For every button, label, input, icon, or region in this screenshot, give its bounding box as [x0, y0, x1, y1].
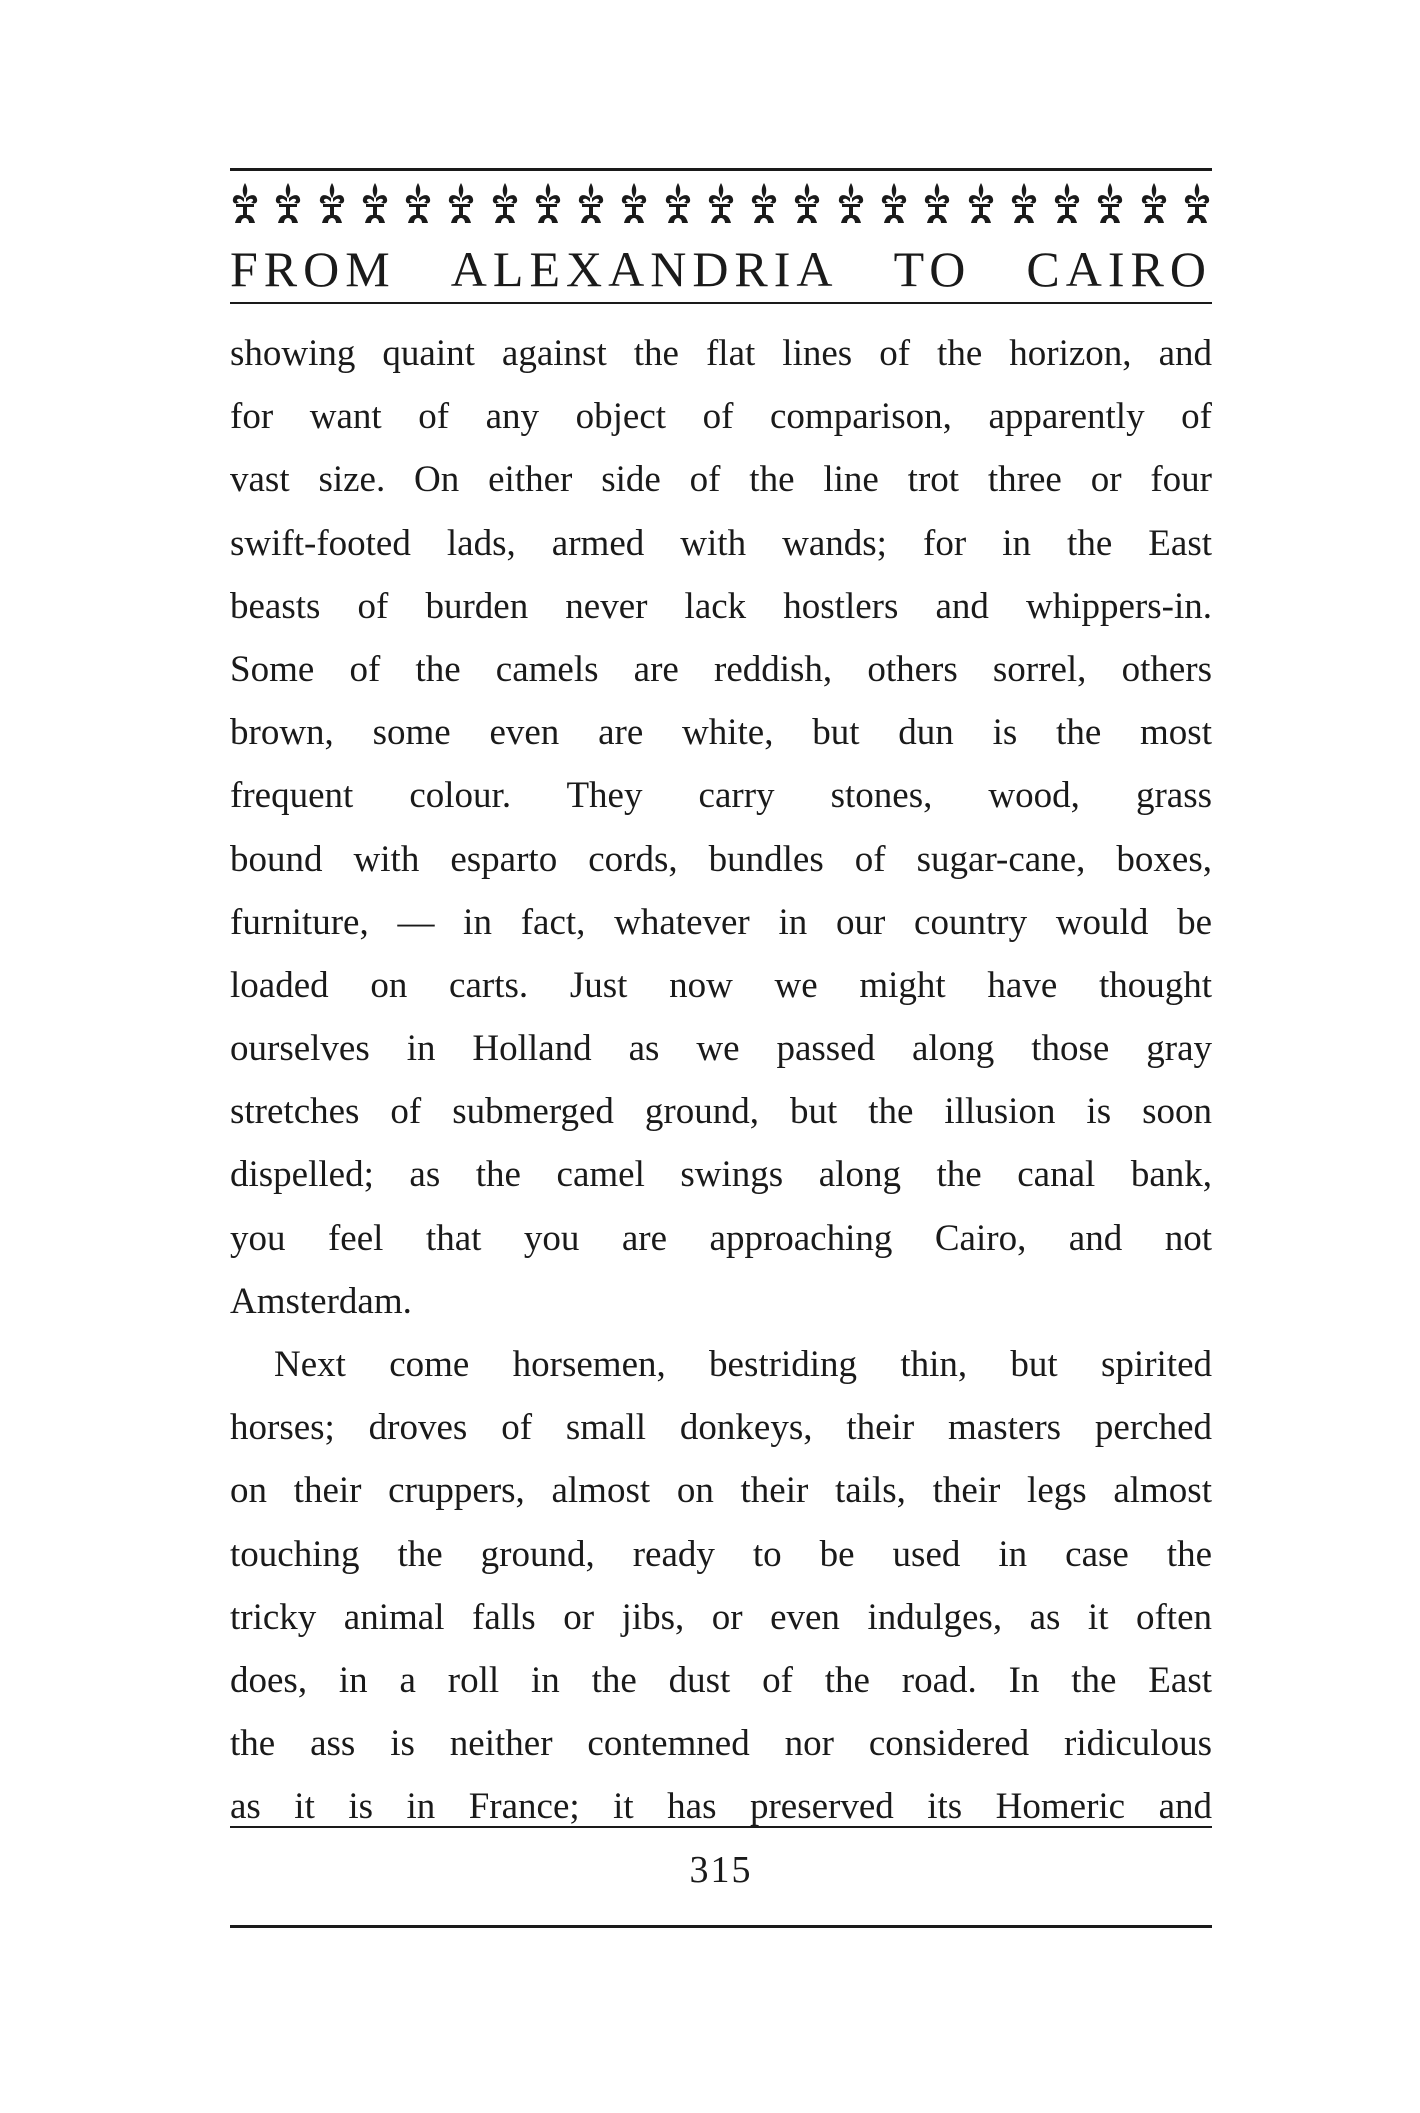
text-line: the ass is neither contemned nor considered ridiculous — [230, 1723, 1212, 1765]
fleur-de-lis-icon — [1139, 181, 1169, 225]
footer-bottom-rule — [230, 1925, 1212, 1928]
text-line: vast size. On either side of the line trot three or four — [230, 459, 1212, 501]
text-line: stretches of submerged ground, but the illusion is soon — [230, 1091, 1212, 1133]
fleur-de-lis-icon — [230, 181, 260, 225]
fleur-de-lis-icon — [1009, 181, 1039, 225]
text-line: does, in a roll in the dust of the road. In the East — [230, 1659, 1212, 1701]
fleur-de-lis-icon — [490, 181, 520, 225]
fleur-de-lis-icon — [273, 181, 303, 225]
text-line: for want of any object of comparison, apparently of — [230, 396, 1212, 438]
fleur-de-lis-icon — [1095, 181, 1125, 225]
fleur-de-lis-icon — [360, 181, 390, 225]
text-line: touching the ground, ready to be used in case the — [230, 1533, 1212, 1575]
fleur-de-lis-icon — [403, 181, 433, 225]
text-line: swift-footed lads, armed with wands; for in the East — [230, 522, 1212, 564]
text-line: you feel that you are approaching Cairo, and not — [230, 1217, 1212, 1259]
text-line: horses; droves of small donkeys, their masters perched — [230, 1407, 1212, 1449]
footer-top-rule — [230, 1826, 1212, 1828]
text-line: loaded on carts. Just now we might have thought — [230, 964, 1212, 1006]
fleur-de-lis-icon — [446, 181, 476, 225]
text-line: tricky animal falls or jibs, or even indulges, as it often — [230, 1596, 1212, 1638]
fleur-de-lis-icon — [966, 181, 996, 225]
text-line: ourselves in Holland as we passed along those gray — [230, 1028, 1212, 1070]
running-head — [230, 238, 1212, 300]
text-line: brown, some even are white, but dun is the most — [230, 712, 1212, 754]
text-line: frequent colour. They carry stones, wood, grass — [230, 775, 1212, 817]
text-line: on their cruppers, almost on their tails, their legs almost — [230, 1470, 1212, 1512]
text-line: Some of the camels are reddish, others sorrel, others — [230, 648, 1212, 690]
fleur-de-lis-icon — [533, 181, 563, 225]
fleuron-border — [230, 178, 1212, 228]
fleur-de-lis-icon — [663, 181, 693, 225]
running-head-word: TO — [893, 241, 972, 297]
text-line: Amsterdam. — [230, 1280, 412, 1322]
running-head-word: FROM — [230, 241, 396, 297]
fleur-de-lis-icon — [576, 181, 606, 225]
fleur-de-lis-icon — [1052, 181, 1082, 225]
fleur-de-lis-icon — [879, 181, 909, 225]
body-text — [230, 322, 1212, 1839]
fleur-de-lis-icon — [922, 181, 952, 225]
fleur-de-lis-icon — [792, 181, 822, 225]
running-head-word: CAIRO — [1026, 241, 1212, 297]
running-head-word: ALEXANDRIA — [450, 241, 839, 297]
fleur-de-lis-icon — [1182, 181, 1212, 225]
fleur-de-lis-icon — [619, 181, 649, 225]
text-line: Next come horsemen, bestriding thin, but spirited — [274, 1344, 1212, 1385]
header-top-rule — [230, 168, 1212, 171]
fleur-de-lis-icon — [749, 181, 779, 225]
text-line: dispelled; as the camel swings along the canal bank, — [230, 1154, 1212, 1196]
fleur-de-lis-icon — [836, 181, 866, 225]
text-line: showing quaint against the flat lines of the horizon, and — [230, 333, 1212, 374]
text-line: as it is in France; it has preserved its Homeric and — [230, 1786, 1212, 1828]
book-page — [230, 0, 1212, 2113]
fleur-de-lis-icon — [706, 181, 736, 225]
text-line: beasts of burden never lack hostlers and whippers-in. — [230, 585, 1212, 627]
header-bottom-rule — [230, 302, 1212, 304]
text-line: furniture, — in fact, whatever in our country would be — [230, 901, 1212, 943]
page-number: 315 — [689, 1849, 753, 1891]
fleur-de-lis-icon — [317, 181, 347, 225]
text-line: bound with esparto cords, bundles of sugar-cane, boxes, — [230, 838, 1212, 880]
